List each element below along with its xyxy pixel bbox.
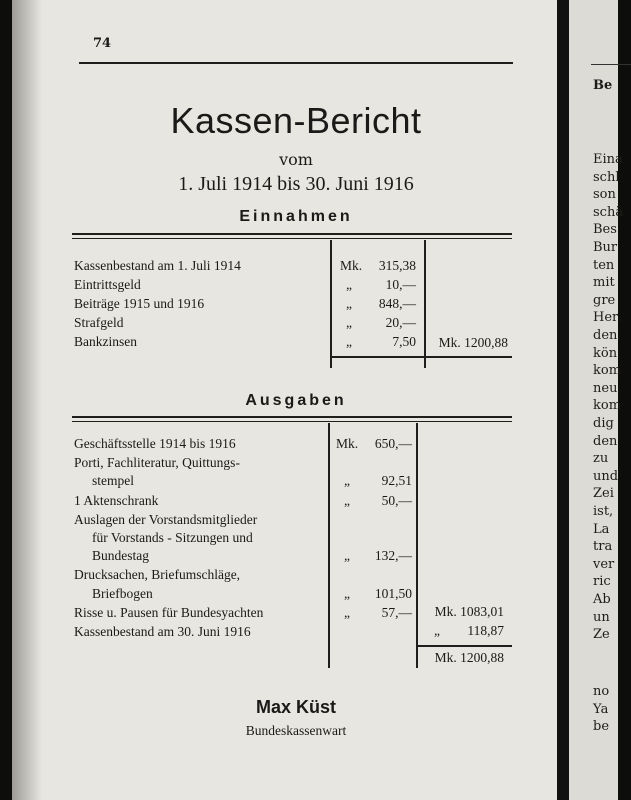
facing-page-text: neu	[593, 380, 618, 396]
facing-page-text: ist,	[593, 504, 614, 519]
facing-page-text: mit	[593, 275, 615, 291]
facing-page-rule	[591, 64, 631, 65]
ausgaben-row-amount: 650,—	[374, 436, 412, 451]
signature-name: Max Küst	[255, 697, 336, 717]
report-title: Kassen-Bericht	[170, 100, 422, 141]
einnahmen-row-amount: 848,—	[378, 296, 416, 311]
einnahmen-col-divider-2	[424, 240, 426, 368]
facing-page-text: no	[593, 684, 610, 699]
ausgaben-row-label: Kassenbestand am 30. Juni 1916	[74, 624, 251, 639]
ausgaben-row-amount: 101,50	[374, 585, 412, 601]
ausgaben-total-rule	[416, 645, 512, 647]
ausgaben-row-label: Bundestag	[92, 548, 149, 564]
einnahmen-row-amount: 315,38	[378, 258, 416, 273]
einnahmen-total-rule	[330, 356, 512, 358]
ausgaben-row-label: Auslagen der Vorstandsmitglieder	[74, 511, 258, 527]
facing-page-text: kom	[593, 363, 622, 379]
einnahmen-row-label: Beiträge 1915 und 1916	[74, 296, 205, 311]
ausgaben-row-label: 1 Aktenschrank	[74, 492, 159, 508]
einnahmen-row-label: Strafgeld	[74, 315, 124, 330]
einnahmen-total: Mk. 1200,88	[438, 335, 508, 350]
report-period: 1. Juli 1914 bis 30. Juni 1916	[178, 173, 414, 195]
ausgaben-row-label: Risse u. Pausen für Bundesyachten	[74, 604, 264, 620]
book-page-right	[569, 0, 624, 800]
ausgaben-balance: 118,87	[467, 623, 504, 638]
einnahmen-row-label: Kassenbestand am 1. Juli 1914	[74, 258, 241, 273]
ausgaben-row-amount: 132,—	[374, 548, 412, 564]
ausgaben-row-label: Briefbogen	[92, 585, 153, 601]
ausgaben-row-label: für Vorstands - Sitzungen und	[92, 530, 253, 545]
facing-page-text: Ab	[593, 592, 611, 607]
facing-page-text: Ze	[593, 627, 610, 643]
facing-page-text: ten	[593, 257, 615, 273]
facing-page-text: tra	[593, 539, 613, 555]
einnahmen-row-prefix: „	[346, 334, 352, 349]
header-rule	[79, 62, 513, 64]
ausgaben-row-prefix: Mk.	[336, 436, 359, 451]
ausgaben-row-amount: 50,—	[381, 492, 412, 508]
ausgaben-row-prefix: „	[344, 548, 350, 564]
facing-page-text: Be	[593, 78, 613, 93]
einnahmen-row-amount: 10,—	[385, 277, 416, 292]
ausgaben-row-prefix: „	[344, 585, 350, 601]
ausgaben-row-amount: 92,51	[381, 473, 412, 489]
einnahmen-row-amount: 20,—	[385, 315, 416, 330]
facing-page-text: son	[593, 187, 616, 203]
einnahmen-row-amount: 7,50	[392, 334, 416, 349]
book-gutter	[557, 0, 569, 800]
facing-page-text: gre	[593, 292, 616, 308]
facing-page-text: den	[593, 433, 618, 449]
facing-page-text: den	[593, 328, 618, 343]
ausgaben-rule-top	[72, 416, 512, 418]
ausgaben-row-prefix: „	[344, 492, 350, 508]
facing-page-text: un	[593, 609, 610, 625]
facing-page-text: Her	[593, 310, 619, 326]
facing-page-text: Bes	[593, 222, 617, 238]
einnahmen-rule-top-thin	[72, 238, 512, 239]
facing-page-text: kön	[593, 345, 618, 361]
facing-page-text: schl	[593, 169, 620, 185]
facing-page-text: dig	[593, 416, 614, 431]
facing-page-text: La	[593, 521, 610, 537]
einnahmen-row-prefix: „	[346, 277, 352, 292]
facing-page-text: ver	[593, 556, 615, 572]
einnahmen-rule-top	[72, 233, 512, 235]
ausgaben-col-divider-1	[328, 423, 330, 668]
ausgaben-total: Mk. 1200,88	[434, 650, 504, 665]
signature-role: Bundeskassenwart	[245, 723, 347, 738]
facing-page-text: zu	[593, 451, 609, 467]
einnahmen-row-label: Bankzinsen	[74, 334, 137, 349]
ausgaben-subtotal: Mk. 1083,01	[434, 604, 504, 619]
facing-page-text: Eina	[593, 152, 623, 167]
facing-page-text: Ya	[593, 701, 609, 717]
einnahmen-row-prefix: Mk.	[340, 258, 363, 273]
ausgaben-row-label: Geschäftsstelle 1914 bis 1916	[74, 436, 236, 451]
ausgaben-heading: Ausgaben	[245, 392, 347, 409]
ausgaben-balance-ditto: „	[434, 623, 440, 638]
ausgaben-row-label: Porti, Fachliteratur, Quittungs-	[74, 455, 240, 471]
ausgaben-row-prefix: „	[344, 604, 350, 620]
facing-page-text: be	[593, 719, 610, 735]
report-vom: vom	[279, 150, 313, 169]
facing-page-text: Zei	[593, 486, 614, 502]
einnahmen-heading: Einnahmen	[239, 208, 353, 225]
einnahmen-row-prefix: „	[346, 296, 352, 311]
einnahmen-row-prefix: „	[346, 315, 352, 330]
ausgaben-row-label: stempel	[92, 473, 134, 489]
facing-page-text: schä	[593, 204, 624, 220]
facing-page-text: und	[593, 468, 619, 484]
einnahmen-row-label: Eintrittsgeld	[74, 277, 141, 292]
ausgaben-rule-top-thin	[72, 421, 512, 422]
ausgaben-row-label: Drucksachen, Briefumschläge,	[74, 567, 241, 583]
ausgaben-row-amount: 57,—	[381, 604, 412, 620]
ausgaben-row-prefix: „	[344, 473, 350, 489]
page-number: 74	[93, 36, 112, 51]
ausgaben-col-divider-2	[416, 423, 418, 668]
einnahmen-col-divider-1	[330, 240, 332, 368]
page-binding-shadow	[12, 0, 42, 800]
facing-page-text: Bur	[593, 240, 618, 255]
facing-page-text: ric	[593, 574, 611, 590]
facing-page-text: kom	[593, 398, 622, 414]
